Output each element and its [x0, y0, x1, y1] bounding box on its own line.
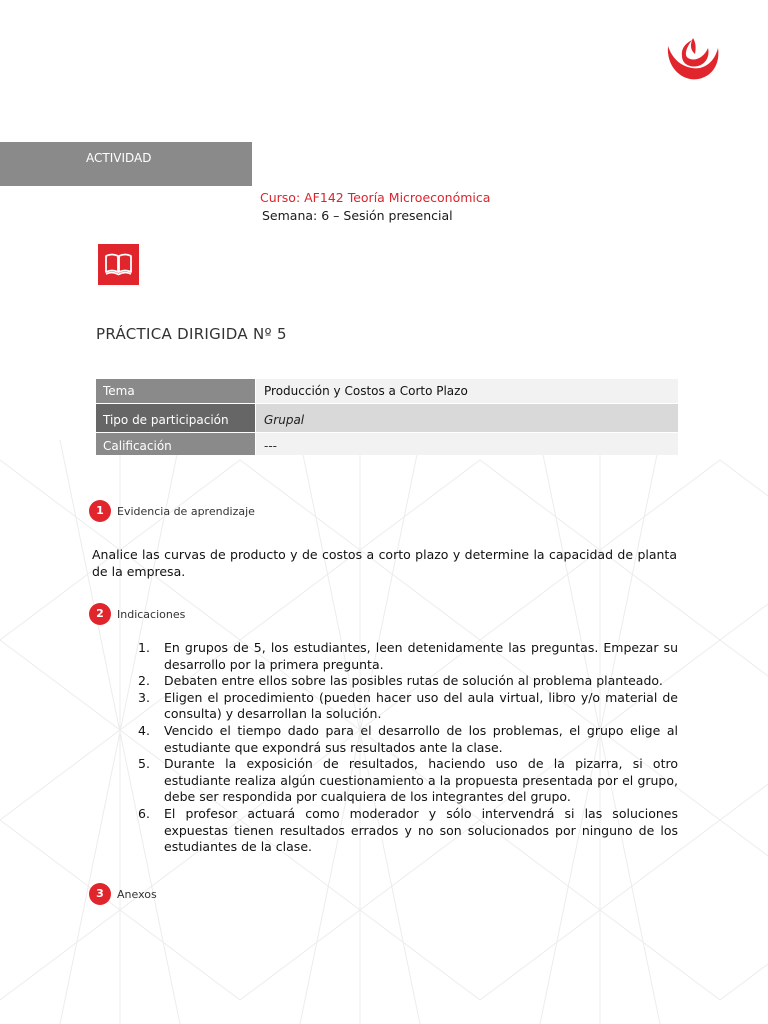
table-value: --- [256, 433, 678, 455]
list-text: Eligen el procedimiento (pueden hacer uso del aula virtual, libro y/o material de consulta) y desarrollan la solución. [164, 689, 678, 722]
section-number-badge: 1 [89, 500, 111, 522]
section-heading: Anexos [117, 888, 157, 901]
list-number: 2. [138, 673, 150, 689]
evidence-text: Analice las curvas de producto y de costos a corto plazo y determine la capacidad de planta de la empresa. [92, 547, 677, 579]
table-label: Calificación [96, 433, 256, 455]
activity-label: ACTIVIDAD [86, 151, 152, 165]
section-heading: Evidencia de aprendizaje [117, 505, 255, 518]
table-row-calificacion [96, 433, 678, 455]
instructions-list [138, 640, 678, 856]
open-book-icon [98, 244, 139, 285]
week-session: Semana: 6 – Sesión presencial [262, 208, 453, 223]
table-label: Tema [96, 379, 256, 403]
list-number: 6. [138, 805, 150, 821]
upc-logo-icon [664, 36, 722, 86]
list-item [138, 806, 678, 856]
section-number-badge: 2 [89, 603, 111, 625]
list-text: Vencido el tiempo dado para el desarrollo de los problemas, el grupo elige al estudiante que expondrá sus resultados ante la clase. [164, 722, 678, 755]
list-number: 3. [138, 689, 150, 705]
info-table [96, 379, 678, 455]
course-title: Curso: AF142 Teoría Microeconómica [260, 190, 491, 205]
list-item [138, 723, 678, 756]
list-text: En grupos de 5, los estudiantes, leen detenidamente las preguntas. Empezar su desarrollo por la primera pregunta. [164, 640, 678, 672]
list-text: Debaten entre ellos sobre las posibles rutas de solución al problema planteado. [164, 673, 663, 689]
list-number: 1. [138, 640, 150, 655]
table-value: Producción y Costos a Corto Plazo [256, 379, 678, 403]
list-item [138, 673, 678, 690]
activity-banner [0, 142, 252, 186]
list-item [138, 756, 678, 806]
list-item [138, 690, 678, 723]
table-row-tema [96, 379, 678, 403]
list-number: 4. [138, 722, 150, 738]
list-number: 5. [138, 756, 150, 772]
section-number-badge: 3 [89, 883, 111, 905]
table-row-tipo [96, 403, 678, 433]
list-text: El profesor actuará como moderador y sólo intervendrá si las soluciones expuestas tienen resultados errados y no son solucionados por ninguno de los estudiantes de la clase. [164, 805, 678, 855]
section-heading: Indicaciones [117, 608, 186, 621]
page-title: PRÁCTICA DIRIGIDA Nº 5 [96, 325, 287, 343]
list-text: Durante la exposición de resultados, haciendo uso de la pizarra, si otro estudiante realiza algún cuestionamiento a la propuesta presentada por el grupo, debe ser respondida por cualquiera de los integrantes del grupo. [164, 756, 678, 805]
list-item [138, 640, 678, 673]
table-value: Grupal [256, 403, 678, 433]
table-label: Tipo de participación [96, 403, 256, 433]
